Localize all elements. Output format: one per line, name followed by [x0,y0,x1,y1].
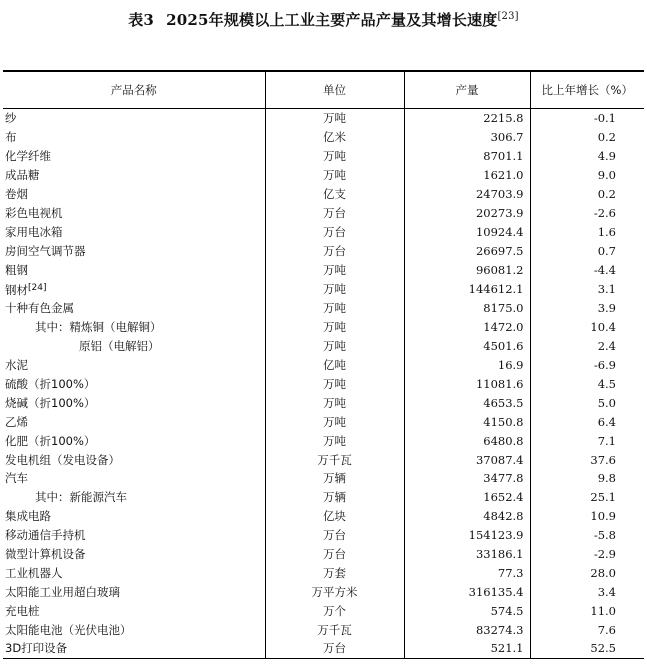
product-name: 烧碱（折100%） [5,395,96,410]
product-output: 316135.4 [404,582,530,601]
product-name: 纱 [5,111,17,126]
table-row [3,241,644,260]
product-growth: 2.4 [530,337,644,356]
product-output: 154123.9 [404,526,530,545]
table-row [3,337,644,356]
product-name: 家用电冰箱 [5,224,63,239]
product-growth: 6.4 [530,412,644,431]
product-unit: 万吨 [265,147,404,166]
product-unit: 万套 [265,563,404,582]
product-name: 原铝（电解铝） [79,339,160,354]
product-name: 移动通信手持机 [5,528,86,543]
product-unit: 万吨 [265,299,404,318]
product-name: 汽车 [5,471,28,486]
product-name: 钢材 [5,283,28,298]
product-name: 其中：精炼铜（电解铜） [35,320,162,335]
table-row [3,318,644,337]
product-growth: -4.4 [530,260,644,279]
product-growth: 0.7 [530,241,644,260]
table-row [3,203,644,222]
product-growth: 0.2 [530,128,644,147]
table-row [3,299,644,318]
product-growth: 10.9 [530,507,644,526]
product-output: 8701.1 [404,147,530,166]
product-name: 太阳能工业用超白玻璃 [5,584,120,599]
product-name: 乙烯 [5,414,28,429]
product-output: 1472.0 [404,318,530,337]
product-output: 6480.8 [404,431,530,450]
table-row [3,450,644,469]
table-row [3,279,644,299]
product-growth: 3.4 [530,582,644,601]
product-unit: 万台 [265,545,404,564]
product-unit: 万吨 [265,260,404,279]
product-unit: 万吨 [265,166,404,185]
table-row [3,185,644,204]
product-unit: 万平方米 [265,582,404,601]
product-output: 4653.5 [404,393,530,412]
product-output: 96081.2 [404,260,530,279]
product-output: 24703.9 [404,185,530,204]
footnote-ref: [24] [28,283,47,294]
table-row [3,507,644,526]
table-row [3,128,644,147]
product-growth: 28.0 [530,563,644,582]
product-growth: -2.6 [530,203,644,222]
product-name: 微型计算机设备 [5,547,86,562]
product-name: 充电桩 [5,603,40,618]
product-unit: 万千瓦 [265,620,404,639]
product-growth: 52.5 [530,639,644,658]
table-row [3,222,644,241]
table-row [3,260,644,279]
product-growth: 3.9 [530,299,644,318]
product-unit: 万吨 [265,109,404,128]
footnote-ref: [23] [497,11,519,22]
product-growth: -0.1 [530,109,644,128]
table-row [3,147,644,166]
product-name: 布 [5,130,17,145]
header-growth: 比上年增长（%） [530,71,644,109]
product-name: 太阳能电池（光伏电池） [5,622,132,637]
product-growth: -5.8 [530,526,644,545]
table-row [3,601,644,620]
product-output: 4842.8 [404,507,530,526]
table-row [3,166,644,185]
product-growth: 4.9 [530,147,644,166]
product-output: 574.5 [404,601,530,620]
product-growth: 9.8 [530,469,644,488]
product-unit: 万台 [265,639,404,658]
product-name: 卷烟 [5,187,28,201]
product-growth: 25.1 [530,488,644,507]
product-output: 4150.8 [404,412,530,431]
product-output: 11081.6 [404,375,530,394]
table-body [3,109,644,659]
product-name: 发电机组（发电设备） [5,452,120,467]
product-name: 成品糖 [5,168,40,183]
product-output: 1621.0 [404,166,530,185]
product-unit: 亿块 [265,507,404,526]
product-output: 16.9 [404,356,530,375]
product-name: 房间空气调节器 [5,243,86,258]
product-output: 10924.4 [404,222,530,241]
product-unit: 亿米 [265,128,404,147]
product-growth: 7.1 [530,431,644,450]
header-row [3,71,644,109]
product-unit: 万辆 [265,488,404,507]
header-output: 产量 [404,71,530,109]
table-number: 表3 [128,11,155,29]
product-unit: 万台 [265,203,404,222]
header-unit: 单位 [265,71,404,109]
table-row [3,639,644,658]
product-name: 彩色电视机 [5,205,63,220]
product-name: 粗钢 [5,262,28,277]
product-name: 化学纤维 [5,149,51,164]
product-growth: 0.2 [530,185,644,204]
product-output: 3477.8 [404,469,530,488]
product-name: 集成电路 [5,509,51,524]
product-output: 521.1 [404,639,530,658]
table-row [3,356,644,375]
product-unit: 万辆 [265,469,404,488]
product-unit: 万吨 [265,412,404,431]
product-name: 硫酸（折100%） [5,377,96,392]
product-name: 化肥（折100%） [5,433,96,448]
table-row [3,431,644,450]
table-row [3,412,644,431]
product-output: 1652.4 [404,488,530,507]
table-header [3,71,644,109]
product-growth: -2.9 [530,545,644,564]
product-output: 33186.1 [404,545,530,564]
product-unit: 万千瓦 [265,450,404,469]
product-growth: 1.6 [530,222,644,241]
table-row [3,620,644,639]
product-output: 77.3 [404,563,530,582]
table-row [3,545,644,564]
header-product-name: 产品名称 [3,71,265,109]
product-unit: 万台 [265,241,404,260]
product-unit: 万吨 [265,431,404,450]
product-unit: 万吨 [265,375,404,394]
product-growth: -6.9 [530,356,644,375]
product-output: 2215.8 [404,109,530,128]
product-output: 37087.4 [404,450,530,469]
table-row [3,393,644,412]
product-unit: 万吨 [265,279,404,299]
product-output-table [3,70,644,659]
product-unit: 万台 [265,222,404,241]
table-row [3,488,644,507]
product-output: 4501.6 [404,337,530,356]
product-output: 306.7 [404,128,530,147]
table-row [3,563,644,582]
product-growth: 9.0 [530,166,644,185]
product-output: 8175.0 [404,299,530,318]
table-row [3,375,644,394]
product-name: 水泥 [5,358,28,373]
product-output: 83274.3 [404,620,530,639]
product-growth: 7.6 [530,620,644,639]
product-unit: 万台 [265,526,404,545]
product-growth: 10.4 [530,318,644,337]
product-name: 3D打印设备 [3,639,265,658]
product-unit: 万个 [265,601,404,620]
product-growth: 4.5 [530,375,644,394]
product-growth: 5.0 [530,393,644,412]
table-title [0,9,647,30]
product-name: 工业机器人 [5,565,63,580]
product-growth: 11.0 [530,601,644,620]
product-output: 144612.1 [404,279,530,299]
table-row [3,109,644,128]
table-row [3,582,644,601]
product-unit: 万吨 [265,337,404,356]
product-output: 20273.9 [404,203,530,222]
product-unit: 万吨 [265,393,404,412]
table-row [3,526,644,545]
product-growth: 3.1 [530,279,644,299]
product-unit: 亿支 [265,185,404,204]
product-growth: 37.6 [530,450,644,469]
product-name: 十种有色金属 [5,301,74,316]
product-unit: 万吨 [265,318,404,337]
product-name-cell [3,279,265,299]
table-title-text: 2025年规模以上工业主要产品产量及其增长速度 [166,11,498,29]
product-name: 其中：新能源汽车 [35,490,127,505]
product-output: 26697.5 [404,241,530,260]
table-row [3,469,644,488]
product-unit: 亿吨 [265,356,404,375]
